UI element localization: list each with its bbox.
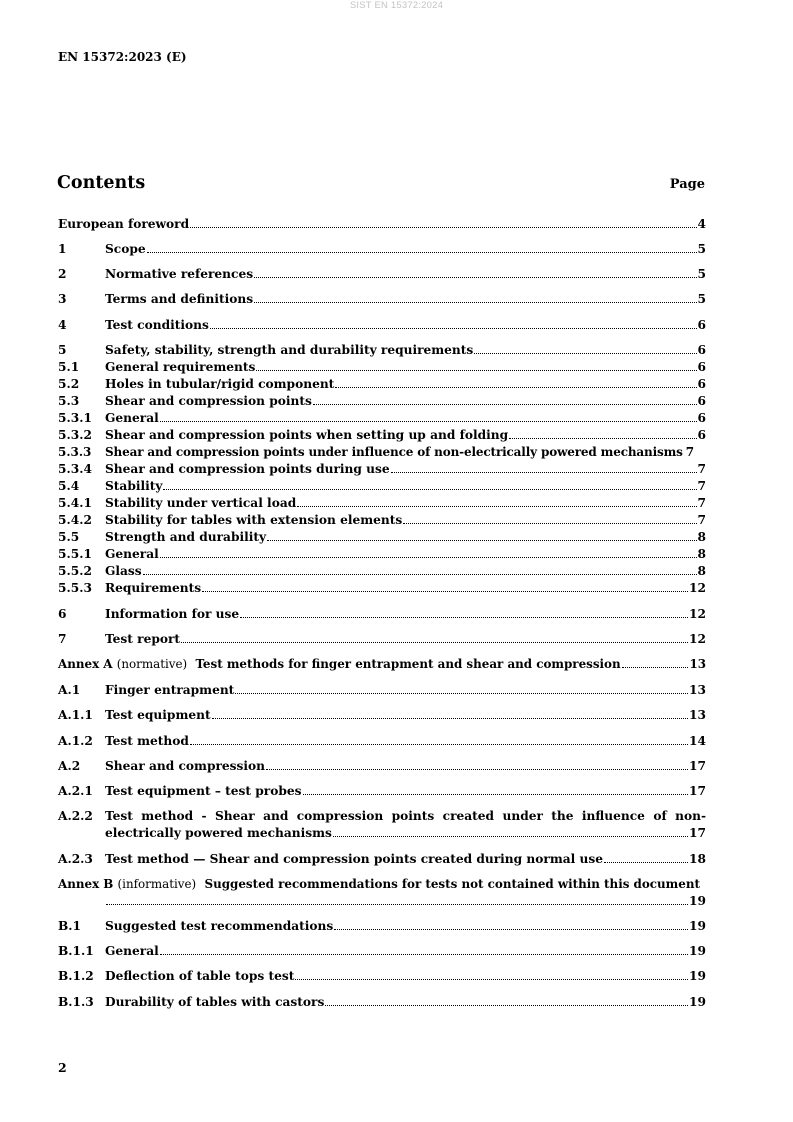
annex-type: (informative) (117, 877, 197, 891)
toc-page: 12 (689, 632, 706, 646)
watermark: SIST EN 15372:2024 (349, 0, 444, 11)
toc-number: 5.2 (58, 377, 80, 391)
toc-page: 8 (697, 547, 706, 561)
toc-entry-5-5-2[interactable] (58, 563, 706, 580)
toc-title (58, 876, 706, 893)
toc-title: Stability under vertical load (105, 496, 297, 510)
dot-leader (212, 718, 688, 719)
toc-title: Test conditions (105, 318, 209, 332)
dot-leader (391, 472, 697, 473)
toc-number: 5.3.1 (58, 411, 92, 425)
toc-title: Terms and definitions (105, 292, 254, 306)
toc-page: 6 (697, 377, 706, 391)
toc-entry-annex-b[interactable] (58, 876, 706, 910)
toc-entry-4[interactable] (58, 317, 706, 334)
toc-number: 4 (58, 318, 67, 332)
toc-entry-7[interactable] (58, 631, 706, 648)
toc-number: A.1.2 (58, 734, 93, 748)
toc-title: General (105, 547, 159, 561)
toc-page: 13 (689, 683, 706, 697)
dot-leader (147, 252, 697, 253)
dot-leader (267, 540, 696, 541)
dot-leader (622, 667, 689, 668)
toc-title: Safety, stability, strength and durability requirements (105, 343, 474, 357)
toc-entry-5-3-2[interactable] (58, 427, 706, 444)
toc-page: 19 (689, 894, 706, 908)
toc-title: European foreword (58, 217, 190, 231)
toc-number: 5.4.1 (58, 496, 92, 510)
toc-entry-a-2[interactable] (58, 758, 706, 775)
dot-leader (235, 693, 688, 694)
toc-entry-6[interactable] (58, 606, 706, 623)
toc-title: Finger entrapment (105, 683, 235, 697)
dot-leader (295, 979, 688, 980)
toc-page: 7 (697, 479, 706, 493)
toc-number: A.2.1 (58, 784, 93, 798)
toc-page: 6 (697, 318, 706, 332)
annex-label: Annex B (58, 877, 114, 891)
toc-entry-5-3-4[interactable] (58, 461, 706, 478)
toc-title: Shear and compression (105, 759, 265, 773)
toc-entry-1[interactable] (58, 241, 706, 258)
toc-entry-5-5-1[interactable] (58, 546, 706, 563)
toc-title: General (105, 944, 159, 958)
toc-page: 6 (697, 343, 706, 357)
toc-page: 5 (697, 267, 706, 281)
dot-leader (210, 328, 697, 329)
toc-title: Shear and compression points when setting up and folding (105, 428, 509, 442)
dot-leader (240, 617, 688, 618)
toc-page: 17 (689, 826, 706, 840)
toc-number: 5.5.2 (58, 564, 92, 578)
dot-leader (474, 353, 696, 354)
toc-number: A.2.2 (58, 809, 93, 823)
toc-title: Test report (105, 632, 181, 646)
dot-leader (190, 744, 688, 745)
toc-page: 19 (689, 969, 706, 983)
toc-entry-5-3-3[interactable] (58, 444, 706, 461)
toc-page: 12 (689, 607, 706, 621)
toc-page: 13 (689, 657, 706, 671)
toc-title: Durability of tables with castors (105, 995, 325, 1009)
toc-number: 3 (58, 292, 67, 306)
dot-leader (256, 370, 696, 371)
toc-number: 5 (58, 343, 67, 357)
toc-number: 5.3.2 (58, 428, 92, 442)
toc-entry-b-1-2[interactable] (58, 968, 706, 985)
toc-entry-5-3[interactable] (58, 393, 706, 410)
toc-title: Normative references (105, 267, 254, 281)
toc-title: Requirements (105, 581, 202, 595)
toc-number: 5.5 (58, 530, 80, 544)
toc-page: 18 (689, 852, 706, 866)
toc-title: Deflection of table tops test (105, 969, 295, 983)
toc-page: 6 (697, 360, 706, 374)
toc-number: B.1.1 (58, 944, 94, 958)
toc-number: B.1 (58, 919, 82, 933)
dot-leader (335, 387, 696, 388)
toc-number: 5.1 (58, 360, 80, 374)
toc-page: 13 (689, 708, 706, 722)
dot-leader (254, 277, 696, 278)
dot-leader (160, 954, 688, 955)
dot-leader (181, 642, 688, 643)
dot-leader (254, 302, 696, 303)
dot-leader (190, 227, 696, 228)
toc-entry-3[interactable] (58, 291, 706, 308)
toc-entry-a-2-2[interactable] (58, 808, 706, 842)
toc-title: Stability for tables with extension elements (105, 513, 403, 527)
toc-page: 5 (697, 242, 706, 256)
toc-entry-5-3-1[interactable] (58, 410, 706, 427)
dot-leader (334, 929, 688, 930)
toc-entry-b-1[interactable] (58, 918, 706, 935)
toc-number: 5.3 (58, 394, 80, 408)
toc-number: 5.4 (58, 479, 80, 493)
toc-entry-5-2[interactable] (58, 376, 706, 393)
toc-title: Test equipment – test probes (105, 784, 302, 798)
toc-number: A.2.3 (58, 852, 93, 866)
toc-page: 7 (697, 513, 706, 527)
toc-page: 7 (697, 496, 706, 510)
toc-entry-a-1-2[interactable] (58, 733, 706, 750)
toc-number: A.1 (58, 683, 81, 697)
toc-entry-a-2-3[interactable] (58, 851, 706, 868)
toc-page: 7 (685, 445, 695, 459)
toc-number: 5.3.3 (58, 445, 92, 459)
toc-title: Shear and compression points under influence of non-electrically powered mechanisms (105, 445, 683, 459)
toc-title: Scope (105, 242, 146, 256)
toc-title: Shear and compression points (105, 394, 312, 408)
toc-page: 7 (697, 462, 706, 476)
toc-title: Strength and durability (105, 530, 267, 544)
toc-entry-foreword[interactable] (58, 216, 706, 233)
toc-title: Glass (105, 564, 142, 578)
toc-entry-annex-a[interactable] (58, 656, 706, 673)
toc-page: 8 (697, 530, 706, 544)
page-number: 2 (58, 1060, 67, 1075)
dot-leader (143, 574, 697, 575)
dot-leader (266, 769, 688, 770)
toc-title: General requirements (105, 360, 256, 374)
toc-number: B.1.2 (58, 969, 94, 983)
dot-leader (604, 862, 688, 863)
toc-entry-b-1-1[interactable] (58, 943, 706, 960)
toc-entry-5-4[interactable] (58, 478, 706, 495)
toc-page: 5 (697, 292, 706, 306)
contents-title: Contents (57, 173, 146, 193)
document-id: EN 15372:2023 (E) (58, 50, 187, 64)
toc-number: 7 (58, 632, 67, 646)
annex-title: Suggested recommendations for tests not contained within this document (204, 877, 700, 891)
toc-page: 8 (697, 564, 706, 578)
toc-page: 6 (697, 428, 706, 442)
toc-entry-5[interactable] (58, 342, 706, 359)
dot-leader (160, 421, 697, 422)
toc-title: Stability (105, 479, 163, 493)
annex-type: (normative) (116, 657, 188, 671)
dot-leader (163, 489, 696, 490)
toc-title: General (105, 411, 159, 425)
toc-entry-b-1-3[interactable] (58, 994, 706, 1011)
toc-page: 6 (697, 394, 706, 408)
toc-title: Test method (105, 734, 189, 748)
annex-title: Test methods for finger entrapment and shear and compression (195, 657, 621, 671)
toc-entry-a-2-1[interactable] (58, 783, 706, 800)
toc-entry-a-1[interactable] (58, 682, 706, 699)
toc-number: 6 (58, 607, 67, 621)
toc-entry-a-1-1[interactable] (58, 707, 706, 724)
toc-number: 2 (58, 267, 67, 281)
toc-entry-5-4-2[interactable] (58, 512, 706, 529)
toc-number: 1 (58, 242, 67, 256)
toc-entry-5-4-1[interactable] (58, 495, 706, 512)
dot-leader (403, 523, 696, 524)
toc-entry-2[interactable] (58, 266, 706, 283)
dot-leader (303, 794, 689, 795)
toc-entry-5-5[interactable] (58, 529, 706, 546)
dot-leader (509, 438, 696, 439)
toc-title-line2: electrically powered mechanisms (105, 826, 332, 840)
toc-number: 5.5.3 (58, 581, 92, 595)
toc-number: 5.4.2 (58, 513, 92, 527)
toc-page: 19 (689, 995, 706, 1009)
dot-leader (325, 1005, 688, 1006)
toc-number: 5.3.4 (58, 462, 92, 476)
toc-entry-5-1[interactable] (58, 359, 706, 376)
toc-title (58, 656, 621, 673)
dot-leader (160, 557, 697, 558)
toc-number: 5.5.1 (58, 547, 92, 561)
toc-page: 19 (689, 919, 706, 933)
toc-page: 12 (689, 581, 706, 595)
toc-title-line1: Test method - Shear and compression points created under the influence of non- (105, 809, 706, 823)
dot-leader (106, 904, 688, 905)
toc-title: Test method — Shear and compression points created during normal use (105, 852, 603, 866)
toc-page: 4 (697, 217, 706, 231)
page-column-label: Page (669, 177, 705, 192)
toc-title: Test equipment (105, 708, 211, 722)
toc-page: 19 (689, 944, 706, 958)
dot-leader (297, 506, 696, 507)
toc-page: 17 (689, 759, 706, 773)
toc-page: 14 (689, 734, 706, 748)
toc-number: A.2 (58, 759, 81, 773)
annex-label: Annex A (58, 657, 113, 671)
toc-title: Suggested test recommendations (105, 919, 334, 933)
toc-number: A.1.1 (58, 708, 93, 722)
dot-leader (333, 836, 688, 837)
toc-title: Holes in tubular/rigid component (105, 377, 335, 391)
toc-page: 17 (689, 784, 706, 798)
dot-leader (313, 404, 697, 405)
toc-number: B.1.3 (58, 995, 94, 1009)
toc-page: 6 (697, 411, 706, 425)
toc-title: Information for use (105, 607, 240, 621)
toc-title: Shear and compression points during use (105, 462, 390, 476)
dot-leader (202, 591, 688, 592)
toc-entry-5-5-3[interactable] (58, 580, 706, 597)
